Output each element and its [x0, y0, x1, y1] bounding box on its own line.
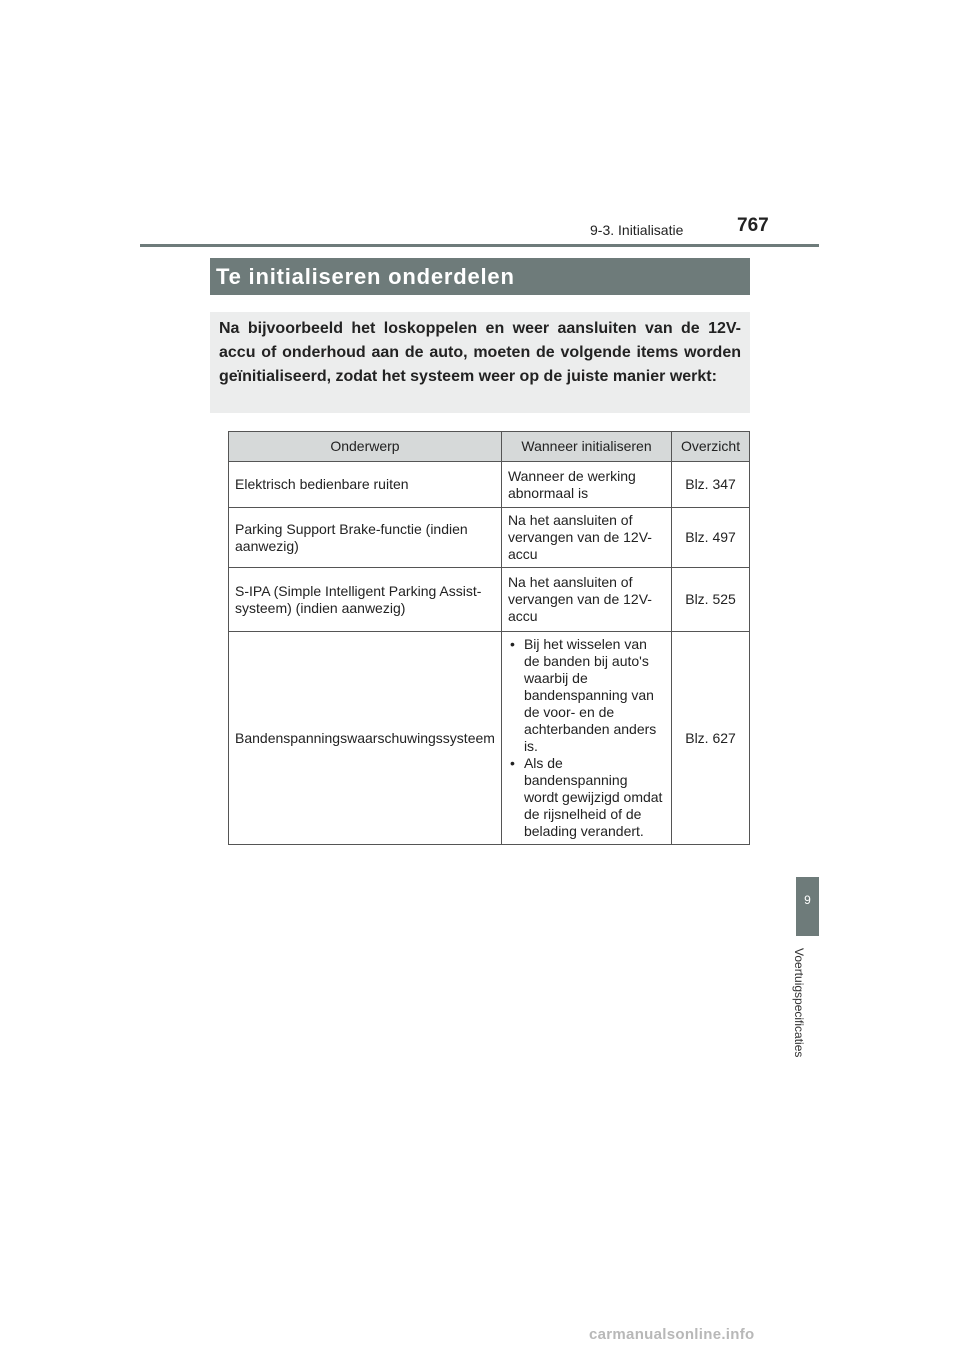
column-header-overview: Overzicht	[672, 432, 750, 462]
table-row	[229, 568, 750, 632]
chapter-tab-number: 9	[796, 877, 819, 936]
initialization-table	[228, 431, 750, 845]
row-page-reference: Blz. 497	[672, 508, 750, 568]
row-when: Wanneer de werking abnormaal is	[501, 462, 671, 508]
watermark: carmanualsonline.info	[589, 1326, 755, 1343]
row-when	[501, 632, 671, 845]
table-row	[229, 462, 750, 508]
table-row	[229, 508, 750, 568]
row-item: Bandenspanningswaarschuwingssysteem	[229, 632, 502, 845]
row-page-reference: Blz. 347	[672, 462, 750, 508]
row-item: Elektrisch bedienbare ruiten	[229, 462, 502, 508]
page-number: 767	[737, 215, 769, 236]
header-rule	[140, 244, 819, 247]
header-section-label: 9-3. Initialisatie	[590, 222, 684, 238]
table-row	[229, 632, 750, 845]
intro-text: Na bijvoorbeeld het loskoppelen en weer aansluiten van de 12V-accu of onderhoud aan de auto, moeten de volgende items worden geïnitialiseerd, zodat het systeem weer op de juiste manier werkt:	[210, 312, 750, 413]
row-page-reference: Blz. 627	[672, 632, 750, 845]
section-title: Te initialiseren onderdelen	[210, 258, 750, 295]
row-when: Na het aansluiten of vervangen van de 12V-accu	[501, 508, 671, 568]
row-item: S-IPA (Simple Intelligent Parking Assist-systeem) (indien aanwezig)	[229, 568, 502, 632]
bullet-item: • Als de bandenspanning wordt gewijzigd omdat de rijsnelheid of de belading verandert.	[508, 755, 665, 840]
column-header-subject: Onderwerp	[229, 432, 502, 462]
table-header-row	[229, 432, 750, 462]
column-header-when: Wanneer initialiseren	[501, 432, 671, 462]
chapter-tab-label: Voertuigspecificaties	[792, 948, 806, 1058]
row-item: Parking Support Brake-functie (indien aanwezig)	[229, 508, 502, 568]
bullet-item: • Bij het wisselen van de banden bij auto's waarbij de bandenspanning van de voor- en de achterbanden anders is.	[508, 636, 665, 755]
bullet-list	[508, 636, 665, 840]
row-page-reference: Blz. 525	[672, 568, 750, 632]
row-when: Na het aansluiten of vervangen van de 12V-accu	[501, 568, 671, 632]
